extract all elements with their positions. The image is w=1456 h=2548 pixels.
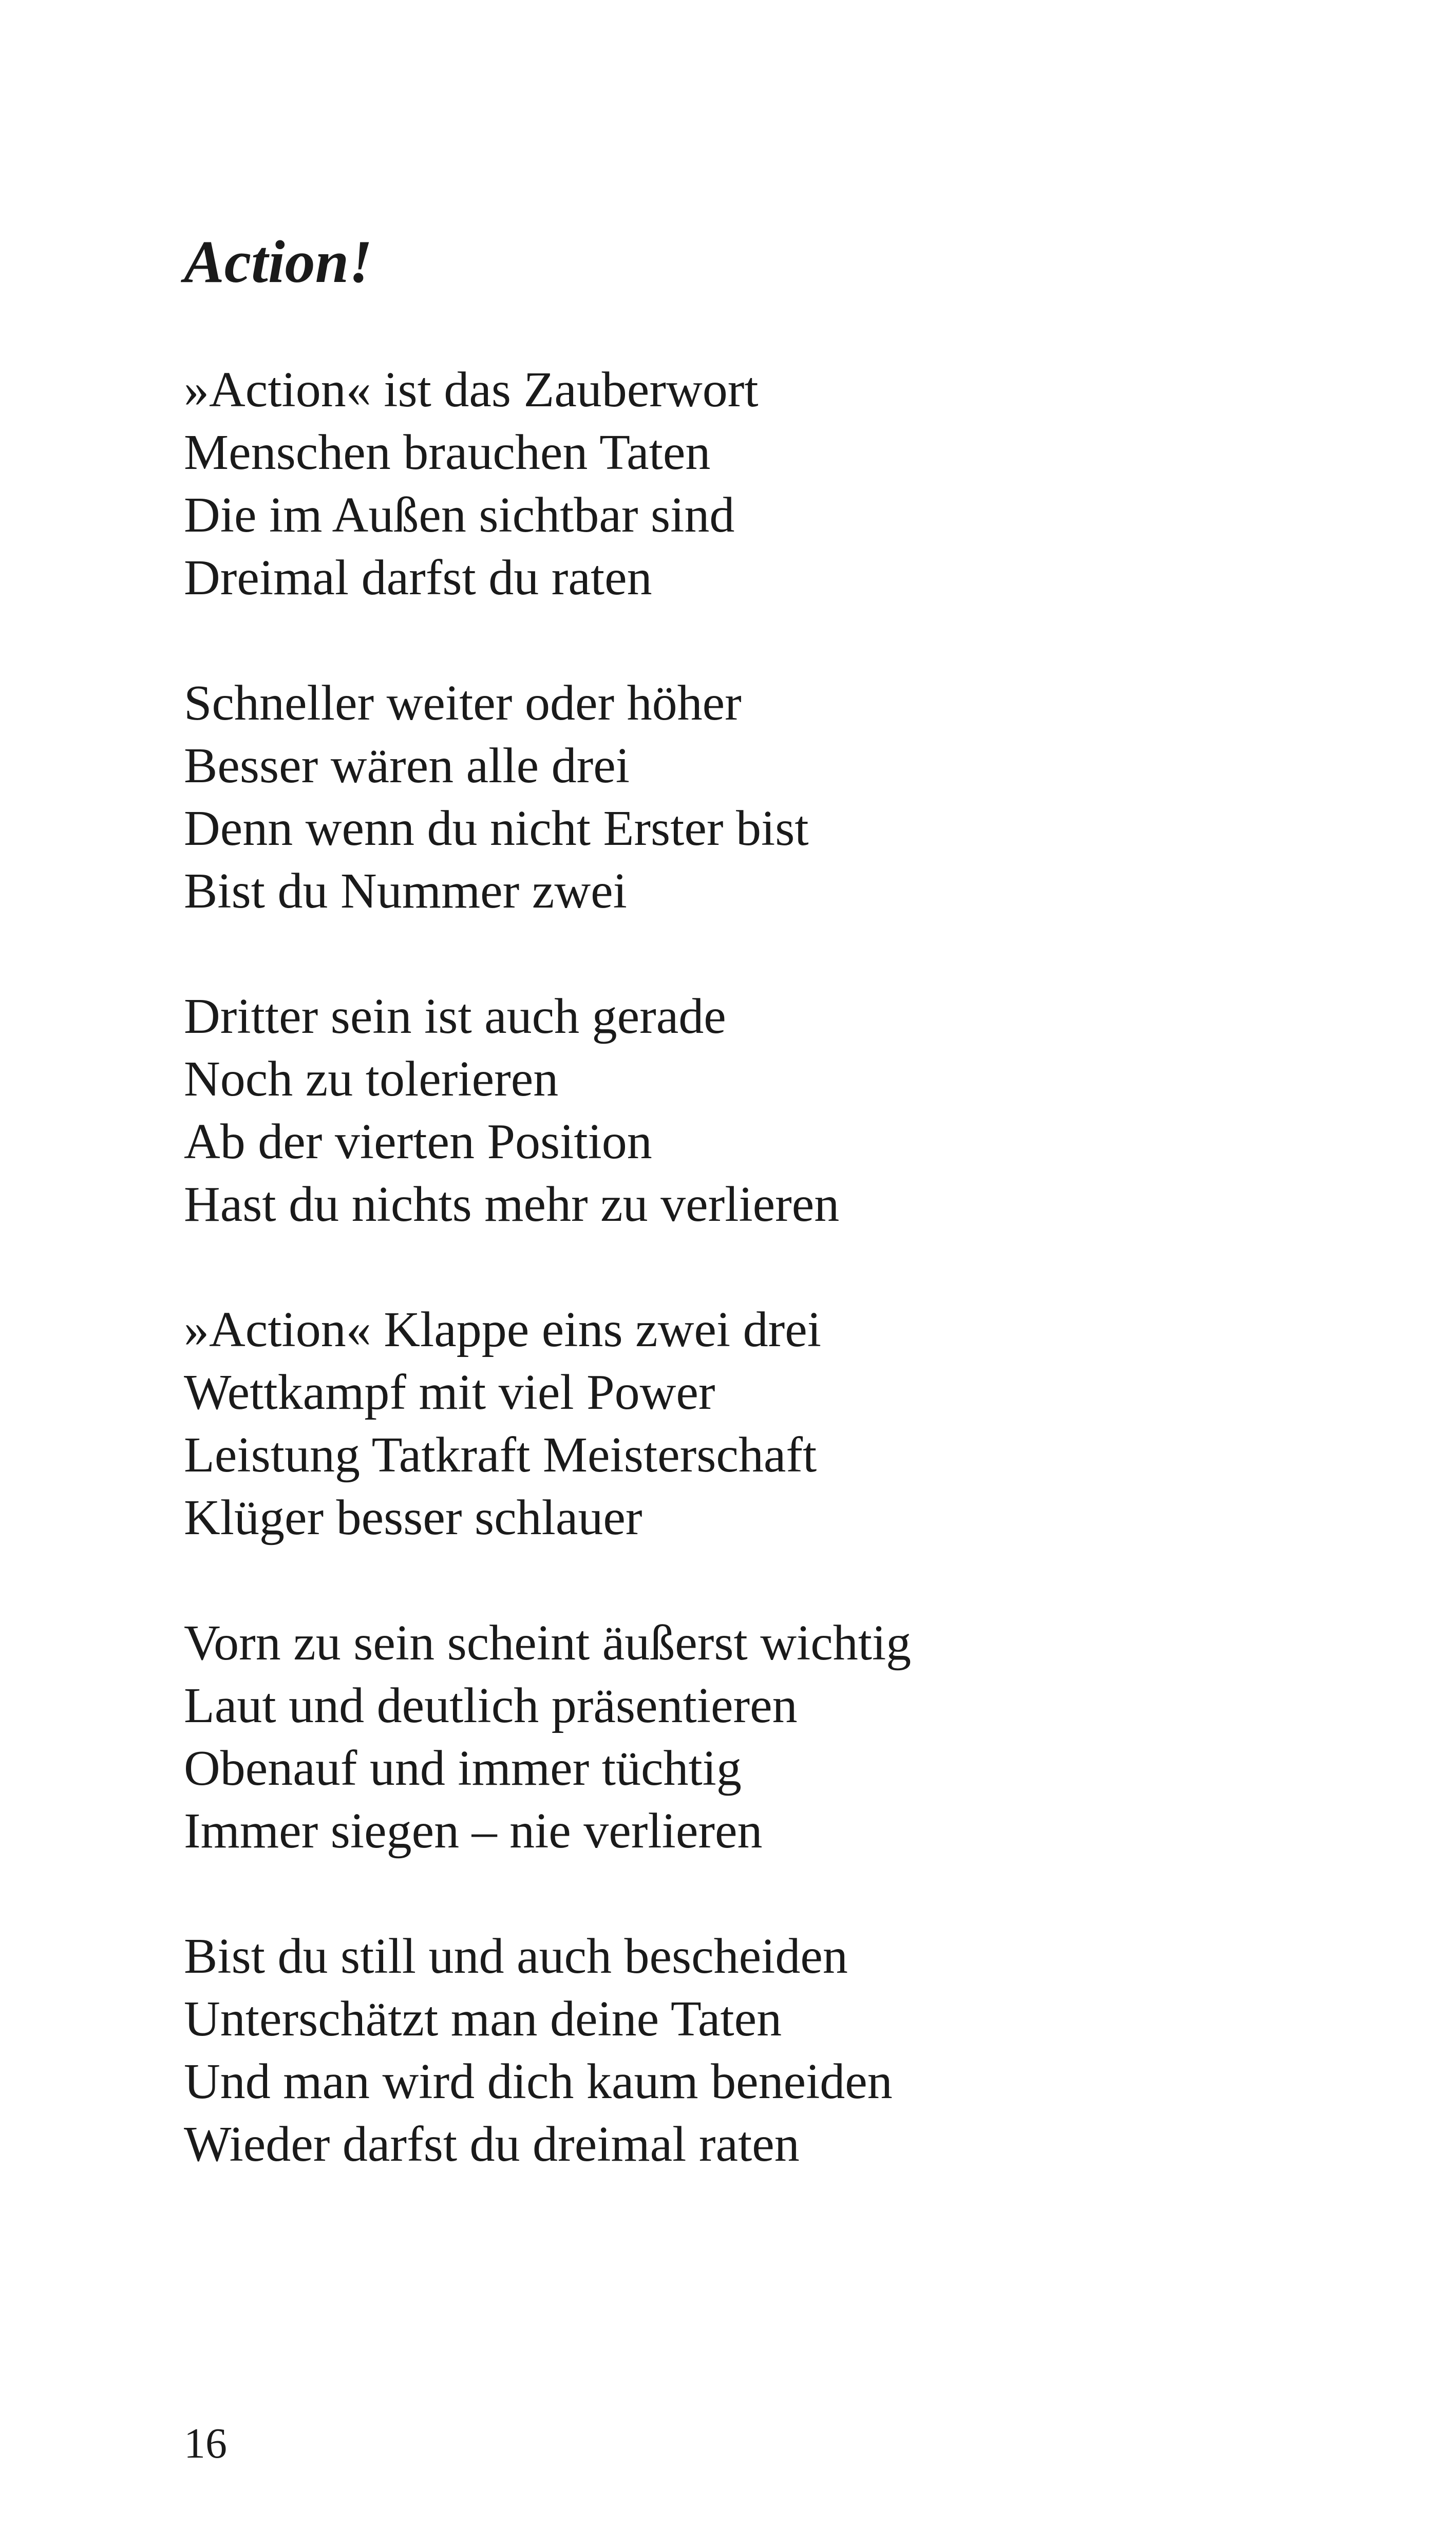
stanza-2	[184, 672, 1314, 922]
stanza-3	[184, 985, 1314, 1236]
poem-line: Wieder darfst du dreimal raten	[184, 2117, 800, 2172]
poem-line: Hast du nichts mehr zu verlieren	[184, 1177, 840, 1232]
poem-line: Denn wenn du nicht Erster bist	[184, 801, 809, 856]
poem-line: Noch zu tolerieren	[184, 1051, 559, 1107]
poem-line: Die im Außen sichtbar sind	[184, 487, 735, 543]
poem-line: Bist du still und auch bescheiden	[184, 1929, 848, 1984]
poem-line: Klüger besser schlauer	[184, 1490, 642, 1545]
poem-line: Dritter sein ist auch gerade	[184, 989, 726, 1044]
stanza-1	[184, 358, 1314, 609]
poem-line: Menschen brauchen Taten	[184, 425, 711, 480]
stanza-6	[184, 1925, 1314, 2176]
poem-line: Leistung Tatkraft Meisterschaft	[184, 1427, 817, 1483]
poem-body	[184, 358, 1314, 2238]
poem-line: Laut und deutlich präsentieren	[184, 1678, 798, 1733]
poem-line: »Action« Klappe eins zwei drei	[184, 1302, 821, 1357]
poem-line: Wettkampf mit viel Power	[184, 1365, 715, 1420]
poem-line: Immer siegen – nie verlieren	[184, 1803, 763, 1859]
poem-line: Vorn zu sein scheint äußerst wichtig	[184, 1615, 912, 1671]
poem-line: »Action« ist das Zauberwort	[184, 362, 759, 418]
poem-line: Ab der vierten Position	[184, 1114, 652, 1169]
poem-line: Besser wären alle drei	[184, 738, 630, 794]
poem-line: Und man wird dich kaum beneiden	[184, 2054, 893, 2109]
poem-line: Obenauf und immer tüchtig	[184, 1741, 742, 1796]
page-number: 16	[184, 2420, 227, 2467]
poem-line: Schneller weiter oder höher	[184, 675, 742, 731]
stanza-4	[184, 1298, 1314, 1549]
poem-title: Action!	[184, 228, 373, 295]
poem-line: Bist du Nummer zwei	[184, 863, 627, 919]
stanza-5	[184, 1612, 1314, 1862]
poem-line: Dreimal darfst du raten	[184, 550, 652, 606]
poem-line: Unterschätzt man deine Taten	[184, 1991, 782, 2047]
